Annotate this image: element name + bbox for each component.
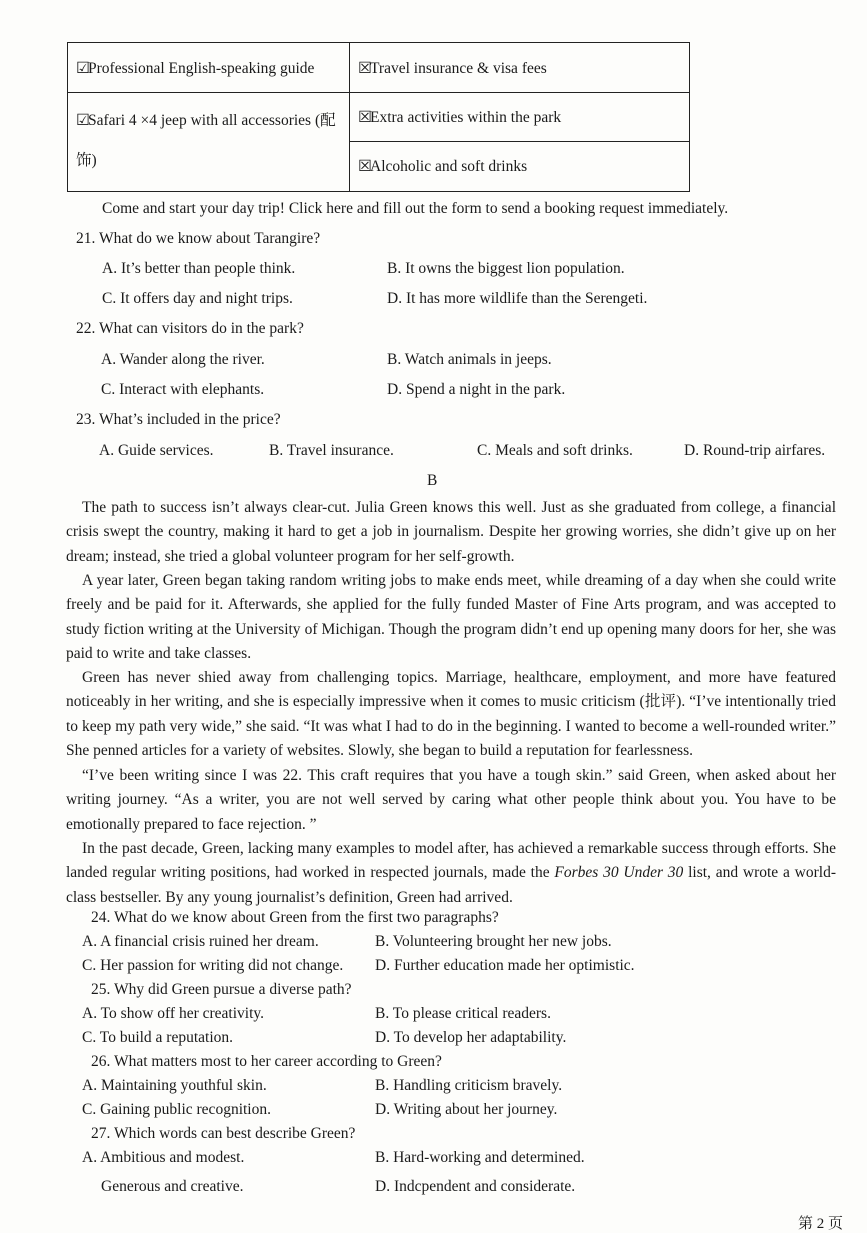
option-26-c: C. Gaining public recognition. (82, 1101, 271, 1118)
inclusions-table (67, 42, 690, 192)
question-27: 27. Which words can best describe Green? (91, 1125, 356, 1142)
option-27-a: A. Ambitious and modest. (82, 1149, 245, 1166)
option-25-c: C. To build a reputation. (82, 1029, 234, 1046)
option-26-d: D. Writing about her journey. (375, 1101, 558, 1118)
question-22: 22. What can visitors do in the park? (76, 320, 304, 337)
check-icon: ☑ (76, 60, 90, 77)
option-27-b: B. Hard-working and determined. (375, 1149, 585, 1166)
table-cell-included: ☑Professional English-speaking guide (76, 60, 315, 77)
passage-paragraph: “I’ve been writing since I was 22. This craft requires that you have a tough skin.” said Green, when asked about her writing journey. “As a writer, you are not well served by caring what other people think about you. You have to be emotionally prepared to face rejection. ” (66, 767, 836, 833)
table-cell-excluded: ☒Alcoholic and soft drinks (358, 158, 528, 175)
option-22-b: B. Watch animals in jeeps. (387, 351, 552, 368)
passage-paragraph: Green has never shied away from challenging topics. Marriage, healthcare, employment, and more have featured noticeably in her writing, and she is especially impressive when it comes to music criticism (批评). “I’ve intentionally tried to keep my path very wide,” she said. “It was what I had to do in the beginning. I wanted to become a well-rounded writer.” She penned articles for a variety of websites. Slowly, she began to build a reputation for fearlessness. (66, 669, 836, 759)
option-21-c: C. It offers day and night trips. (102, 290, 293, 307)
option-25-d: D. To develop her adaptability. (375, 1029, 567, 1046)
option-25-b: B. To please critical readers. (375, 1005, 551, 1022)
question-25: 25. Why did Green pursue a diverse path? (91, 981, 352, 998)
option-25-a: A. To show off her creativity. (82, 1005, 265, 1022)
option-22-a: A. Wander along the river. (101, 351, 265, 368)
table-cell-excluded: ☒Travel insurance & visa fees (358, 60, 547, 77)
option-24-a: A. A financial crisis ruined her dream. (82, 933, 319, 950)
option-23-c: C. Meals and soft drinks. (477, 442, 633, 459)
question-23: 23. What’s included in the price? (76, 411, 281, 428)
option-26-b: B. Handling criticism bravely. (375, 1077, 563, 1094)
table-cell-excluded: ☒Extra activities within the park (358, 109, 562, 126)
check-icon: ☑ (76, 112, 90, 129)
option-21-a: A. It’s better than people think. (102, 260, 296, 277)
option-23-b: B. Travel insurance. (269, 442, 394, 459)
cross-icon: ☒ (358, 158, 372, 175)
table-divider (68, 92, 689, 93)
option-22-c: C. Interact with elephants. (101, 381, 265, 398)
passage-paragraph: A year later, Green began taking random writing jobs to make ends meet, while dreaming of a day when she could write freely and be paid for it. Afterwards, she applied for the fully funded Master of Fine Arts program, and was accepted to study fiction writing at the University of Michigan. Though the program didn’t end up opening many doors for her, she was paid to write and take classes. (66, 572, 836, 662)
table-cell-included-cont: 饰) (76, 152, 97, 169)
page-number: 第 2 页 (798, 1216, 844, 1232)
option-26-a: A. Maintaining youthful skin. (82, 1077, 267, 1094)
question-21: 21. What do we know about Tarangire? (76, 230, 321, 247)
option-24-d: D. Further education made her optimistic. (375, 957, 635, 974)
table-divider (349, 43, 350, 191)
table-divider (349, 141, 689, 142)
table-cell-included: ☑Safari 4 ×4 jeep with all accessories (配 (76, 112, 336, 129)
question-24: 24. What do we know about Green from the first two paragraphs? (91, 909, 499, 926)
option-24-b: B. Volunteering brought her new jobs. (375, 933, 612, 950)
option-21-b: B. It owns the biggest lion population. (387, 260, 625, 277)
question-26: 26. What matters most to her career according to Green? (91, 1053, 442, 1070)
passage-paragraph: In the past decade, Green, lacking many examples to model after, has achieved a remarkable success through efforts. She landed regular writing positions, had worked in respected journals, made the Forbes 30 Under 30 list, and wrote a world-class bestseller. By any young journalist’s definition, Green had arrived. (66, 840, 836, 906)
option-21-d: D. It has more wildlife than the Serengeti. (387, 290, 648, 307)
option-22-d: D. Spend a night in the park. (387, 381, 566, 398)
passage-paragraph: The path to success isn’t always clear-cut. Julia Green knows this well. Just as she graduated from college, a financial crisis swept the country, making it hard to get a job in journalism. Despite her growing worries, she didn’t give up on her dream; instead, she tried a global volunteer program for her self-growth. (66, 499, 836, 565)
option-24-c: C. Her passion for writing did not change. (82, 957, 344, 974)
option-23-d: D. Round-trip airfares. (684, 442, 826, 459)
option-27-d: D. Indcpendent and considerate. (375, 1178, 576, 1195)
cross-icon: ☒ (358, 109, 372, 126)
option-27-c: Generous and creative. (101, 1178, 244, 1195)
option-23-a: A. Guide services. (99, 442, 214, 459)
cross-icon: ☒ (358, 60, 372, 77)
booking-call-to-action: Come and start your day trip! Click here and fill out the form to send a booking request immediately. (102, 200, 729, 217)
section-heading: B (427, 472, 438, 489)
